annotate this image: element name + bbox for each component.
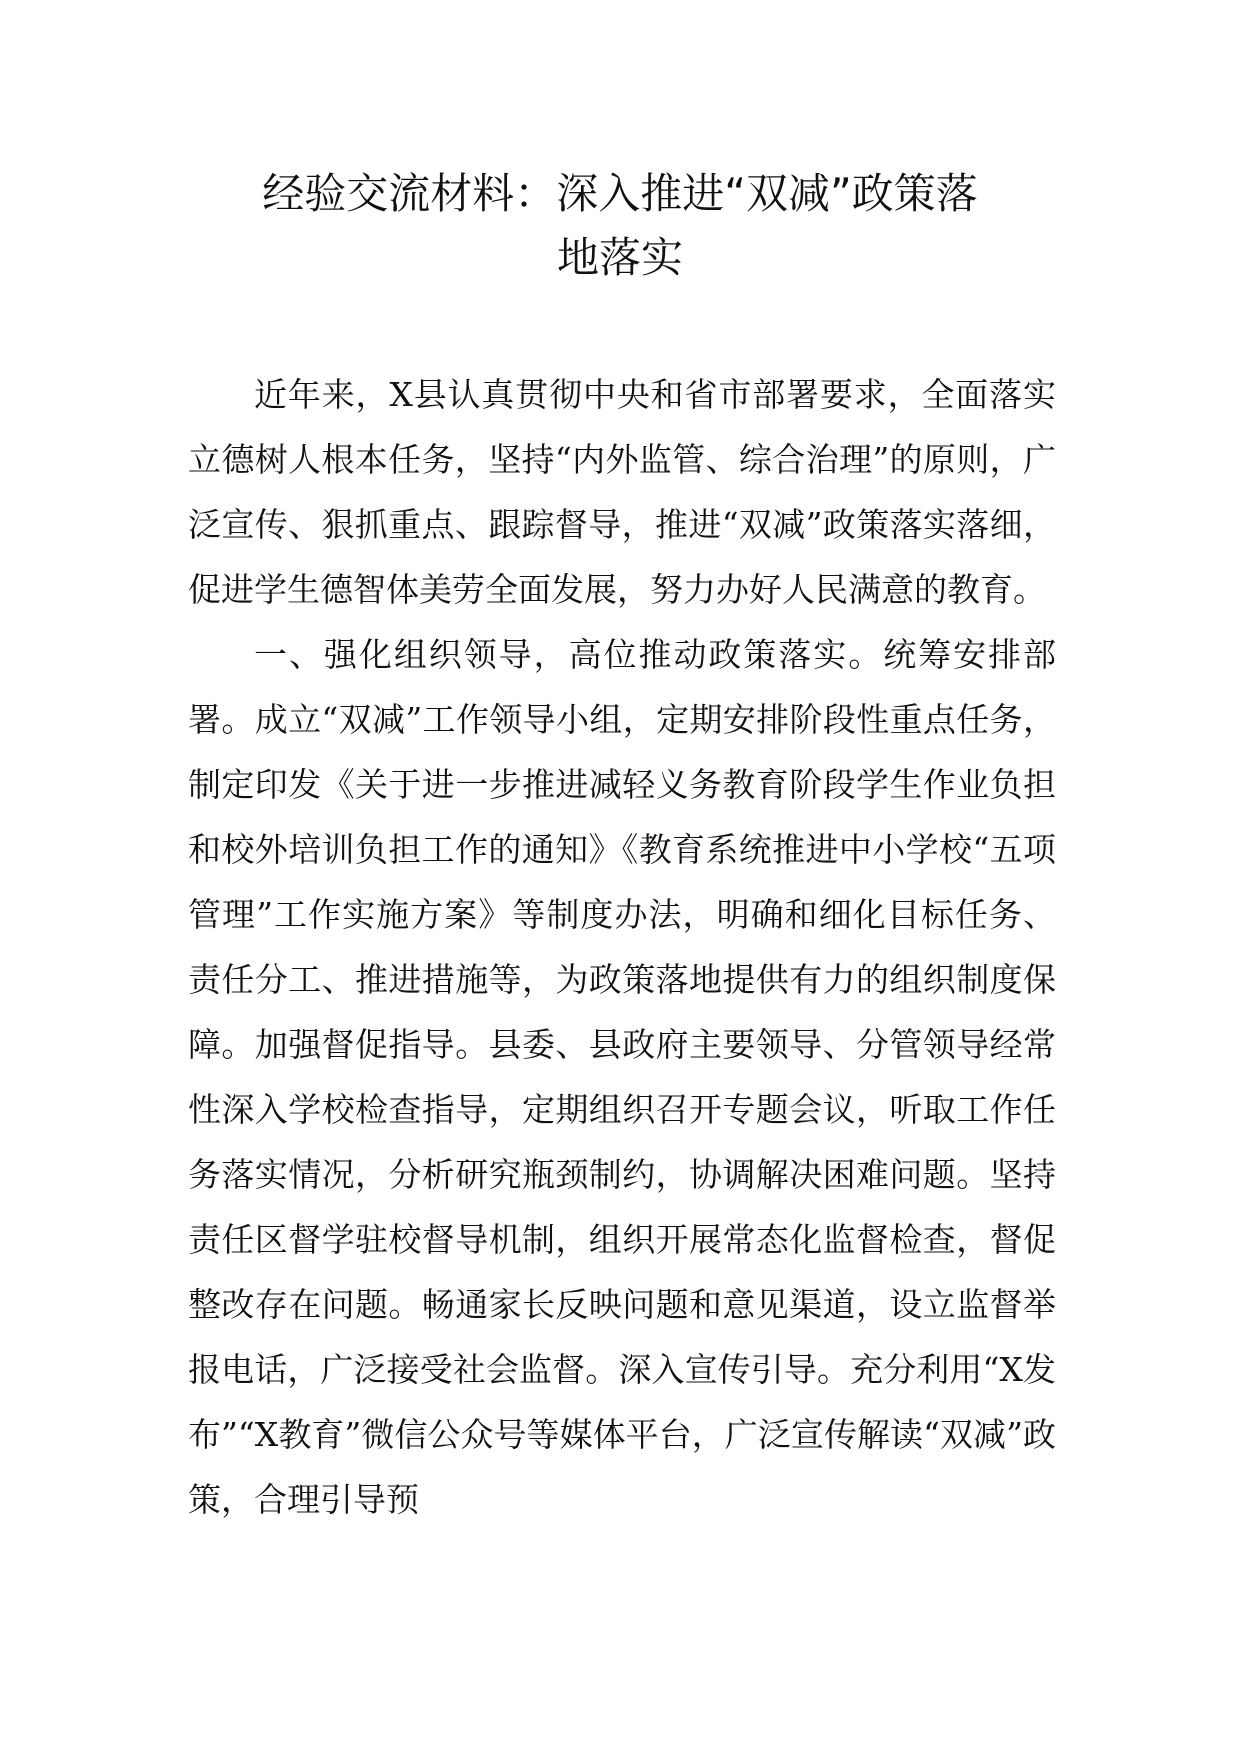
document-body <box>188 362 1056 1532</box>
intro-paragraph <box>188 362 1056 622</box>
section-one-paragraph <box>188 622 1056 1532</box>
title-line-1: 经验交流材料：深入推进“双减”政策落 <box>262 169 978 218</box>
title-line-2: 地落实 <box>556 233 683 282</box>
document-title <box>150 162 1090 290</box>
intro-paragraph-text: 近年来，X县认真贯彻中央和省市部署要求，全面落实立德树人根本任务，坚持“内外监管、综合治理”的原则，广泛宣传、狠抓重点、跟踪督导，推进“双减”政策落实落细，促进学生德智体美劳全面发展，努力办好人民满意的教育。 <box>188 375 1056 609</box>
section-one-text: 统筹安排部署。成立“双减”工作领导小组，定期安排阶段性重点任务，制定印发《关于进一步推进减轻义务教育阶段学生作业负担和校外培训负担工作的通知》《教育系统推进中小学校“五项管理”工作实施方案》等制度办法，明确和细化目标任务、责任分工、推进措施等，为政策落地提供有力的组织制度保障。加强督促指导。县委、县政府主要领导、分管领导经常性深入学校检查指导，定期组织召开专题会议，听取工作任务落实情况，分析研究瓶颈制约，协调解决困难问题。坚持责任区督学驻校督导机制，组织开展常态化监督检查，督促整改存在问题。畅通家长反映问题和意见渠道，设立监督举报电话，广泛接受社会监督。深入宣传引导。充分利用“X发布”“X教育”微信公众号等媒体平台，广泛宣传解读“双减”政策，合理引导预 <box>188 635 1057 1519</box>
section-one-heading: 一、强化组织领导，高位推动政策落实。 <box>254 635 884 674</box>
